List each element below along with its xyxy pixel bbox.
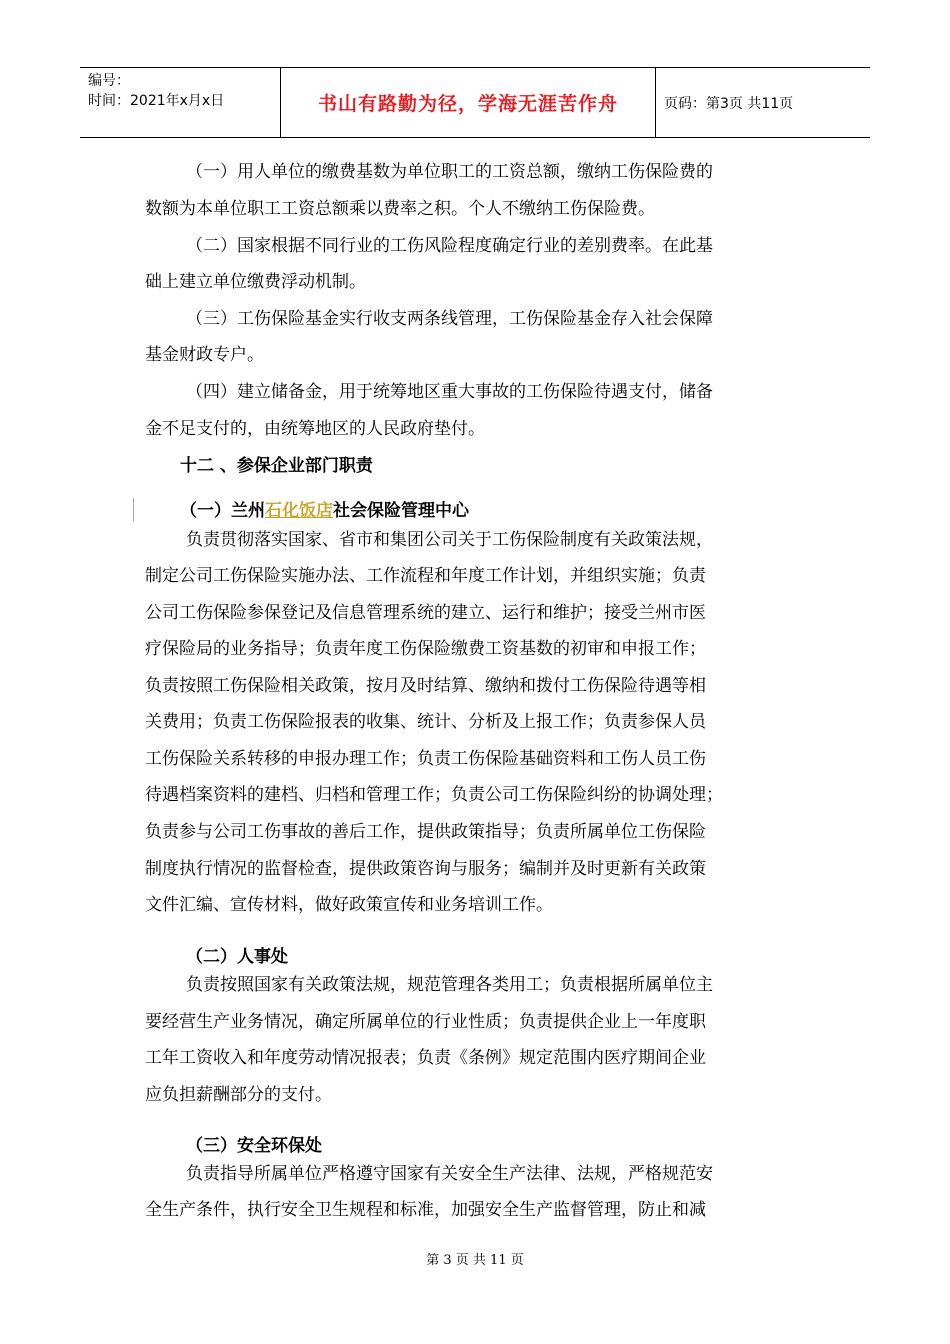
paragraph-line: 负责按照工伤保险相关政策，按月及时结算、缴纳和拨付工伤保险待遇等相 xyxy=(145,676,706,696)
paragraph-line: （三）工伤保险基金实行收支两条线管理，工伤保险基金存入社会保障 xyxy=(186,309,713,329)
paragraph-line: 制度执行情况的监督检查，提供政策咨询与服务；编制并及时更新有关政策 xyxy=(145,859,706,879)
paragraph-line: 负责指导所属单位严格遵守国家有关安全生产法律、法规，严格规范安 xyxy=(186,1164,713,1184)
paragraph-line: 疗保险局的业务指导；负责年度工伤保险缴费工资基数的初审和申报工作； xyxy=(145,639,706,659)
time-label: 时间：2021年x月x日 xyxy=(88,93,225,109)
paragraph-line: 公司工伤保险参保登记及信息管理系统的建立、运行和维护；接受兰州市医 xyxy=(145,603,706,623)
page-header xyxy=(80,67,870,138)
paragraph-line: 数额为本单位职工工资总额乘以费率之积。个人不缴纳工伤保险费。 xyxy=(145,199,655,219)
paragraph-line: 工伤保险关系转移的申报办理工作；负责工伤保险基础资料和工伤人员工伤 xyxy=(145,749,706,769)
paragraph-line: 负责贯彻落实国家、省市和集团公司关于工伤保险制度有关政策法规， xyxy=(186,530,713,550)
paragraph-line: 应负担薪酬部分的支付。 xyxy=(145,1085,332,1105)
number-label: 编号： xyxy=(88,73,130,89)
subsection-title-1 xyxy=(180,499,469,523)
paragraph-line: 文件汇编、宣传材料，做好政策宣传和业务培训工作。 xyxy=(145,895,553,915)
paragraph-line: （二）国家根据不同行业的工伤风险程度确定行业的差别费率。在此基 xyxy=(186,236,713,256)
paragraph-line: 工年工资收入和年度劳动情况报表；负责《条例》规定范围内医疗期间企业 xyxy=(145,1048,706,1068)
paragraph-line: 础上建立单位缴费浮动机制。 xyxy=(145,272,366,292)
margin-mark xyxy=(133,498,134,522)
paragraph-line: 关费用；负责工伤保险报表的收集、统计、分析及上报工作；负责参保人员 xyxy=(145,712,706,732)
paragraph-line: 全生产条件，执行安全卫生规程和标准，加强安全生产监督管理，防止和减 xyxy=(145,1200,706,1220)
highlighted-link[interactable]: 石化饭店 xyxy=(265,501,333,521)
paragraph-line: 要经营生产业务情况，确定所属单位的行业性质；负责提供企业上一年度职 xyxy=(145,1012,706,1032)
paragraph-line: 负责参与公司工伤事故的善后工作，提供政策指导；负责所属单位工伤保险 xyxy=(145,822,706,842)
paragraph-line: 基金财政专户。 xyxy=(145,345,264,365)
paragraph-line: 待遇档案资料的建档、归档和管理工作；负责公司工伤保险纠纷的协调处理； xyxy=(145,785,723,805)
page-footer: 第 3 页 共 11 页 xyxy=(426,1253,524,1268)
subsection-title-3: （三）安全环保处 xyxy=(186,1136,322,1156)
subsection-title-prefix: （一）兰州 xyxy=(180,501,265,521)
subsection-title-2: （二）人事处 xyxy=(186,947,288,967)
paragraph-line: （四）建立储备金，用于统筹地区重大事故的工伤保险待遇支付，储备 xyxy=(186,382,713,402)
header-motto: 书山有路勤为径，学海无涯苦作舟 xyxy=(281,68,656,137)
section-title: 十二 、参保企业部门职责 xyxy=(180,456,373,476)
paragraph-line: 金不足支付的，由统筹地区的人民政府垫付。 xyxy=(145,419,485,439)
subsection-title-suffix: 社会保险管理中心 xyxy=(333,501,469,521)
paragraph-line: （一）用人单位的缴费基数为单位职工的工资总额，缴纳工伤保险费的 xyxy=(186,162,713,182)
paragraph-line: 负责按照国家有关政策法规，规范管理各类用工；负责根据所属单位主 xyxy=(186,975,713,995)
paragraph-line: 制定公司工伤保险实施办法、工作流程和年度工作计划，并组织实施；负责 xyxy=(145,566,706,586)
header-meta xyxy=(80,68,281,137)
header-page-label: 页码：第3页 共11页 xyxy=(664,95,794,112)
